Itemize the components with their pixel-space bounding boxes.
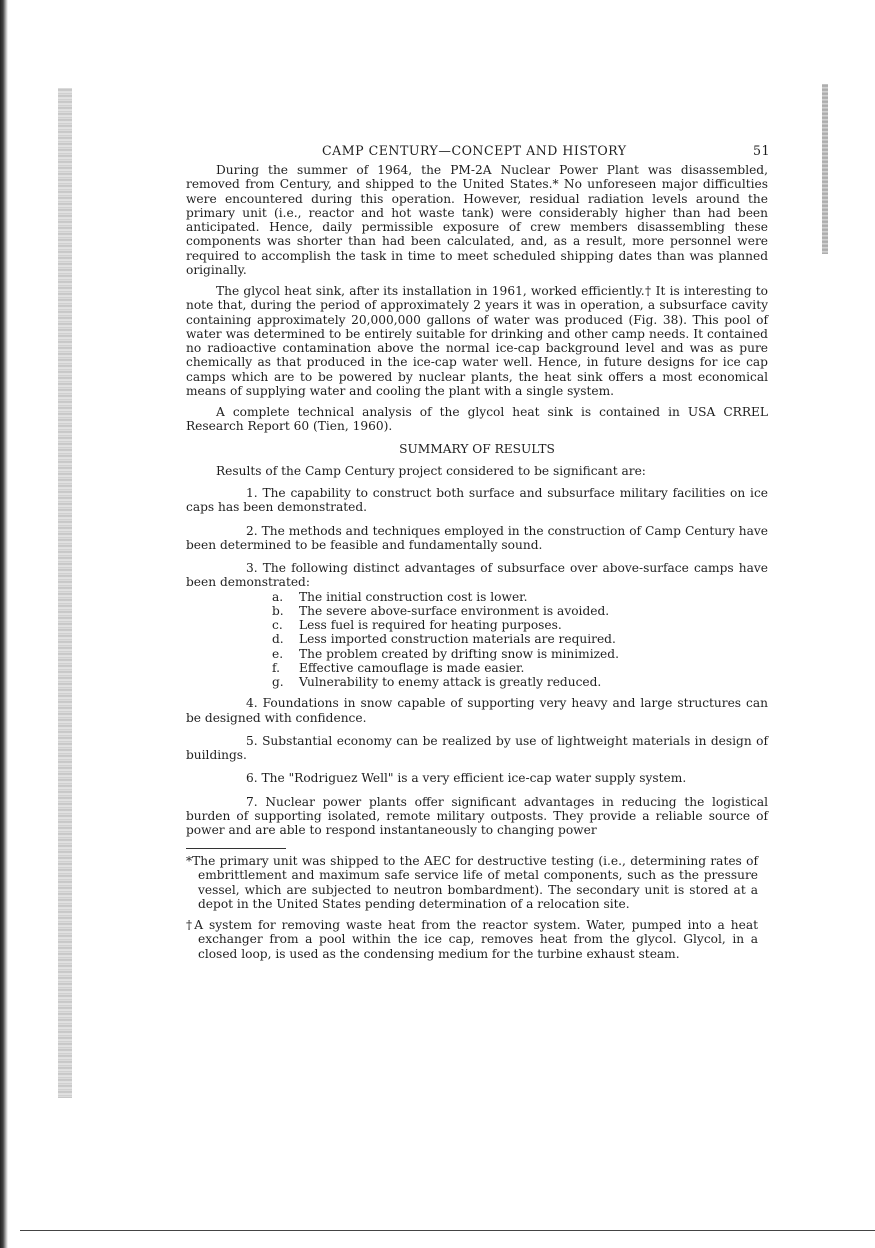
footnote-divider: [186, 848, 286, 849]
list-item: e. The problem created by drifting snow is minimized.: [272, 646, 619, 661]
page-number: 51: [752, 143, 770, 158]
paragraph: A complete technical analysis of the glycol heat sink is contained in USA CRREL Research Report 60 (Tien, 1960).: [186, 405, 768, 434]
body-text: [186, 163, 768, 846]
footnotes: [186, 854, 758, 968]
advantages-list: [186, 590, 768, 690]
footnote: *The primary unit was shipped to the AEC for destructive testing (i.e., determining rates of embrittlement and maximum safe service life of metal components, such as the pressure vessel, which are subjected to neutron bombardment). The secondary unit is stored at a depot in the United States pending determination of a relocation site.: [186, 854, 758, 911]
binding-artifact: [58, 88, 72, 1098]
section-heading: SUMMARY OF RESULTS: [399, 441, 555, 456]
list-item: g. Vulnerability to enemy attack is greatly reduced.: [272, 675, 602, 689]
page-bottom-edge: [20, 1230, 875, 1231]
footnote: †A system for removing waste heat from the reactor system. Water, pumped into a heat exchanger from a pool within the ice cap, removes heat from the glycol. Glycol, in a closed loop, is used as the condensing medium for the turbine exhaust steam.: [186, 918, 758, 961]
list-item: f. Effective camouflage is made easier.: [272, 660, 525, 675]
result-item: 7. Nuclear power plants offer significant advantages in reducing the logistical burden of supporting isolated, remote military outposts. They provide a reliable source of power and are able to respond instantaneously to changing power: [186, 794, 768, 837]
result-item: 4. Foundations in snow capable of supporting very heavy and large structures can be designed with confidence.: [186, 696, 768, 725]
binding-artifact-right: [822, 84, 828, 254]
result-item: 3. The following distinct advantages of subsurface over above-surface camps have been demonstrated:: [186, 561, 768, 590]
header-title: CAMP CENTURY—CONCEPT AND HISTORY: [322, 143, 627, 158]
paragraph: The glycol heat sink, after its installation in 1961, worked efficiently.† It is interesting to note that, during the period of approximately 2 years it was in operation, a subsurface cavity containing approximately 20,000,000 gallons of water was produced (Fig. 38). This pool of water was determined to be entirely suitable for drinking and other camp needs. It contained no radioactive contamination above the normal ice-cap background level and was as pure chemically as that produced in the ice-cap water well. Hence, in future designs for ice cap camps which are to be powered by nuclear plants, the heat sink offers a most economical means of supplying water and cooling the plant with a single system.: [186, 284, 768, 398]
result-item: 2. The methods and techniques employed in the construction of Camp Century have been determined to be feasible and fundamentally sound.: [186, 523, 768, 552]
scan-edge: [0, 0, 8, 1248]
result-item: 6. The "Rodriguez Well" is a very efficient ice-cap water supply system.: [246, 771, 687, 786]
list-item: a. The initial construction cost is lower.: [272, 589, 528, 604]
section-intro: Results of the Camp Century project considered to be significant are:: [216, 463, 646, 478]
result-item: 1. The capability to construct both surface and subsurface military facilities on ice caps has been demonstrated.: [186, 486, 768, 515]
result-item: 5. Substantial economy can be realized by use of lightweight materials in design of buildings.: [186, 733, 768, 762]
list-item: d. Less imported construction materials are required.: [272, 632, 616, 647]
list-item: c. Less fuel is required for heating purposes.: [272, 618, 562, 632]
list-item: b. The severe above-surface environment is avoided.: [272, 603, 610, 618]
paragraph: During the summer of 1964, the PM-2A Nuclear Power Plant was disassembled, removed from Century, and shipped to the United States.* No unforeseen major difficulties were encountered during this operation. However, residual radiation levels around the primary unit (i.e., reactor and hot waste tank) were considerably higher than had been anticipated. Hence, daily permissible exposure of crew members disassembling these components was shorter than had been calculated, and, as a result, more personnel were required to accomplish the task in time to meet scheduled shipping dates than was planned originally.: [186, 163, 768, 277]
